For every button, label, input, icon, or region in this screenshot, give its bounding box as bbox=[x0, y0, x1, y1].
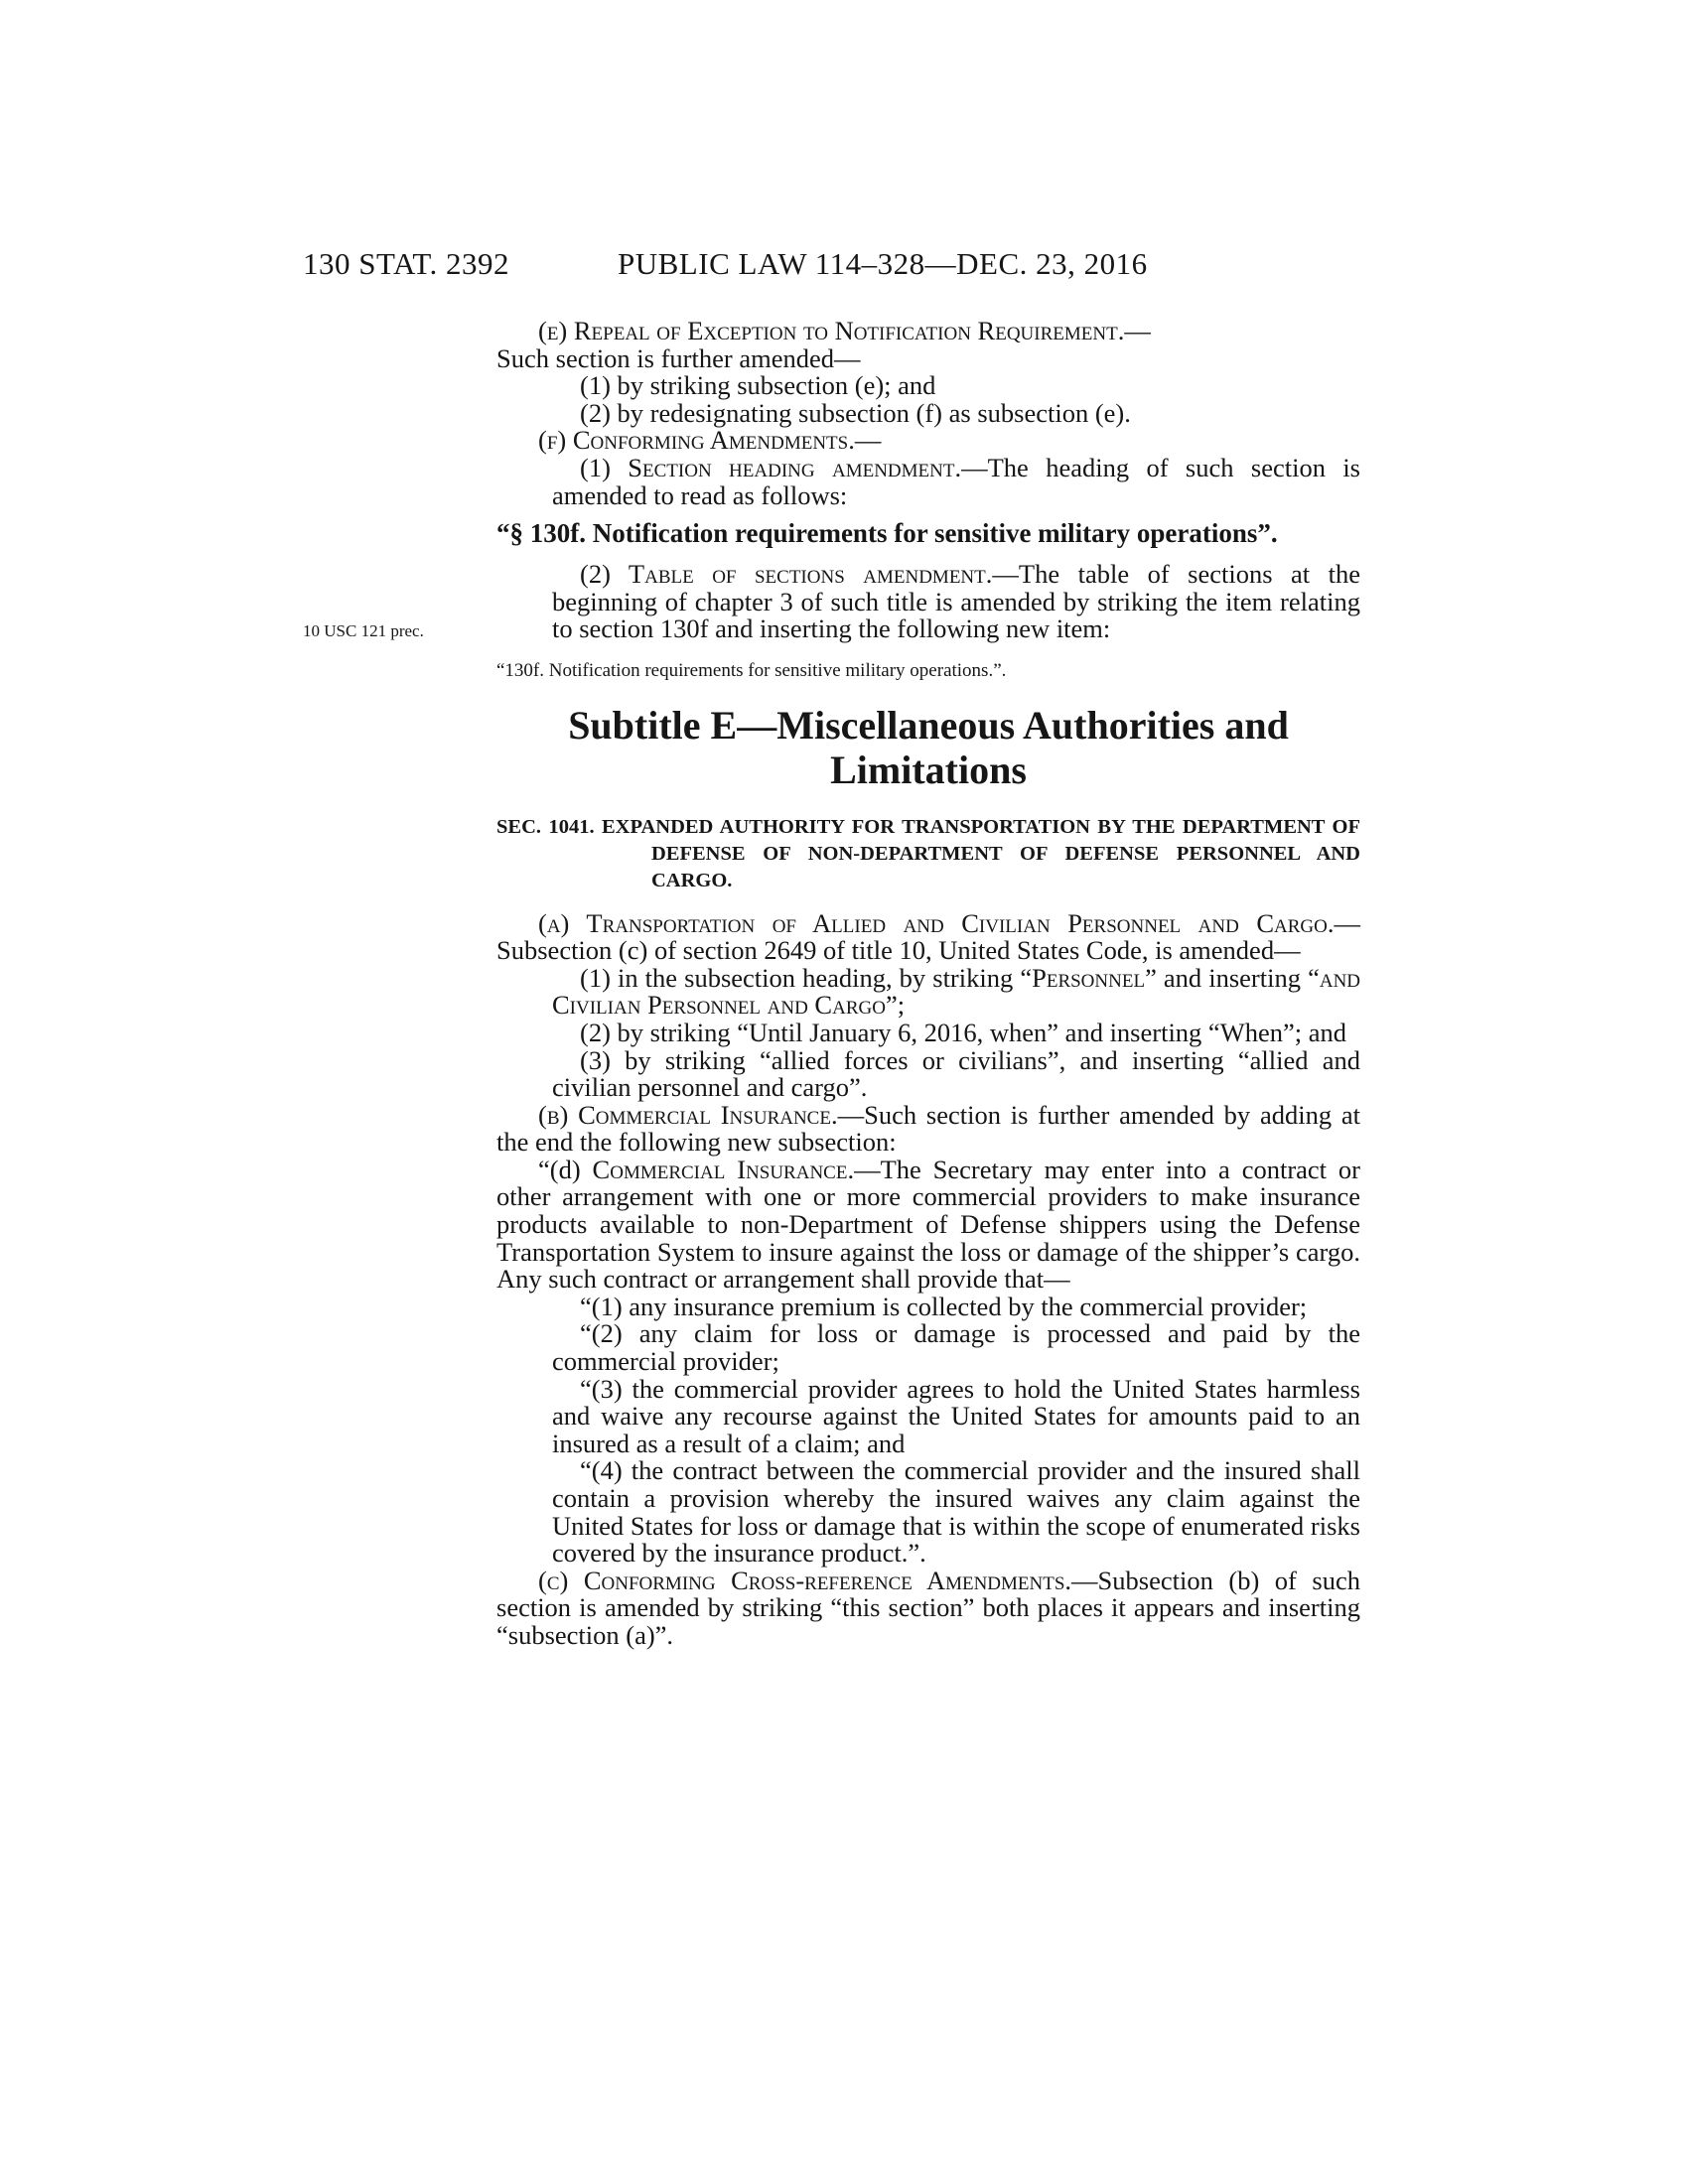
paragraph-a1-inserted-term: and Civilian Personnel and Cargo bbox=[552, 962, 1361, 1021]
paragraph-e2: (2) by redesignating subsection (f) as subsection (e). bbox=[580, 397, 1131, 428]
subsection-d-heading: Commercial Insurance. bbox=[592, 1154, 855, 1184]
subsection-b bbox=[496, 1099, 1361, 1158]
subsection-e bbox=[496, 318, 1360, 372]
paragraph-a1-part2: ” and inserting “ bbox=[1145, 962, 1320, 993]
subsection-c-heading: (c) Conforming Cross-reference Amendments. bbox=[538, 1565, 1072, 1595]
subsection-e-text: Such section is further amended— bbox=[496, 342, 861, 373]
paragraph-a1-part1: (1) in the subsection heading, by striking “ bbox=[580, 962, 1033, 993]
subsection-c-text: —Subsection (b) of such section is amended by striking “this section” both places it appears and inserting “subsection (a)”. bbox=[496, 1565, 1360, 1650]
paragraph-d2: “(2) any claim for loss or damage is processed and paid by the commercial provider; bbox=[552, 1318, 1360, 1377]
section-1041-heading: SEC. 1041. EXPANDED AUTHORITY FOR TRANSPORTATION BY THE DEPARTMENT OF DEFENSE OF NON-DEPARTMENT OF DEFENSE PERSONNEL AND CARGO. bbox=[496, 815, 1360, 891]
paragraph-f2-heading: (2) Table of sections amendment. bbox=[580, 559, 993, 590]
subsection-e-heading: (e) Repeal of Exception to Notification Requirement.— bbox=[538, 316, 1151, 345]
subsection-a-heading: (a) Transportation of Allied and Civilian Personnel and Cargo. bbox=[538, 907, 1335, 938]
subsection-b-heading: (b) Commercial Insurance. bbox=[538, 1099, 838, 1130]
subsection-a bbox=[496, 907, 1360, 966]
subsection-d-open: “(d) bbox=[538, 1154, 593, 1184]
subsection-d bbox=[496, 1154, 1360, 1295]
paragraph-f1-heading: (1) Section heading amendment. bbox=[580, 452, 962, 482]
law-title-header: PUBLIC LAW 114–328—DEC. 23, 2016 bbox=[618, 246, 1148, 281]
page-stat-number: 130 STAT. 2392 bbox=[303, 246, 510, 281]
paragraph-f1 bbox=[496, 452, 1360, 510]
margin-note: 10 USC 121 prec. bbox=[303, 621, 424, 640]
paragraph-f2 bbox=[496, 561, 1360, 643]
subsection-d-text: —The Secretary may enter into a contract or other arrangement with one or more commercial providers to make insurance products available to non-Department of Defense shippers using the Defense Transportation System to insure against the loss or damage of the shipper’s cargo. Any such contract or arrangement shall provide that— bbox=[496, 1154, 1360, 1295]
paragraph-a3: (3) by striking “allied forces or civilians”, and inserting “allied and civilian personnel and cargo”. bbox=[552, 1044, 1360, 1103]
paragraph-a1-struck-term: Personnel bbox=[1032, 962, 1146, 993]
table-of-sections-item: “130f. Notification requirements for sensitive military operations.”. bbox=[496, 659, 1007, 681]
main-text-column bbox=[496, 318, 1360, 1650]
paragraph-a1 bbox=[496, 962, 1361, 1021]
paragraph-d1: “(1) any insurance premium is collected by the commercial provider; bbox=[580, 1291, 1308, 1321]
paragraph-a1-part3: ”; bbox=[885, 990, 906, 1021]
paragraph-a2: (2) by striking “Until January 6, 2016, when” and inserting “When”; and bbox=[580, 1017, 1346, 1047]
paragraph-f1-text: —The heading of such section is amended to read as follows: bbox=[552, 452, 1360, 510]
subsection-f-heading: (f) Conforming Amendments.— bbox=[538, 425, 882, 456]
section-130f-heading: “§ 130f. Notification requirements for sensitive military operations”. bbox=[496, 518, 1278, 549]
paragraph-d4: “(4) the contract between the commercial provider and the insured shall contain a provision whereby the insured waives any claim against the United States for loss or damage that is within the scope of enumerated risks covered by the insurance product.”. bbox=[552, 1455, 1360, 1569]
paragraph-d3: “(3) the commercial provider agrees to hold the United States harmless and waive any recourse against the United States for amounts paid to an insured as a result of a claim; and bbox=[552, 1373, 1360, 1458]
subsection-b-text: —Such section is further amended by adding at the end the following new subsection: bbox=[496, 1099, 1361, 1158]
subsection-a-text: —Subsection (c) of section 2649 of title 10, United States Code, is amended— bbox=[496, 907, 1360, 966]
paragraph-f2-text: —The table of sections at the beginning of chapter 3 of such title is amended by striking the item relating to section 130f and inserting the following new item: bbox=[552, 559, 1361, 644]
subtitle-heading: Subtitle E—Miscellaneous Authorities and Limitations bbox=[568, 702, 1289, 792]
paragraph-e1: (1) by striking subsection (e); and bbox=[580, 370, 936, 401]
subsection-c bbox=[496, 1565, 1360, 1650]
